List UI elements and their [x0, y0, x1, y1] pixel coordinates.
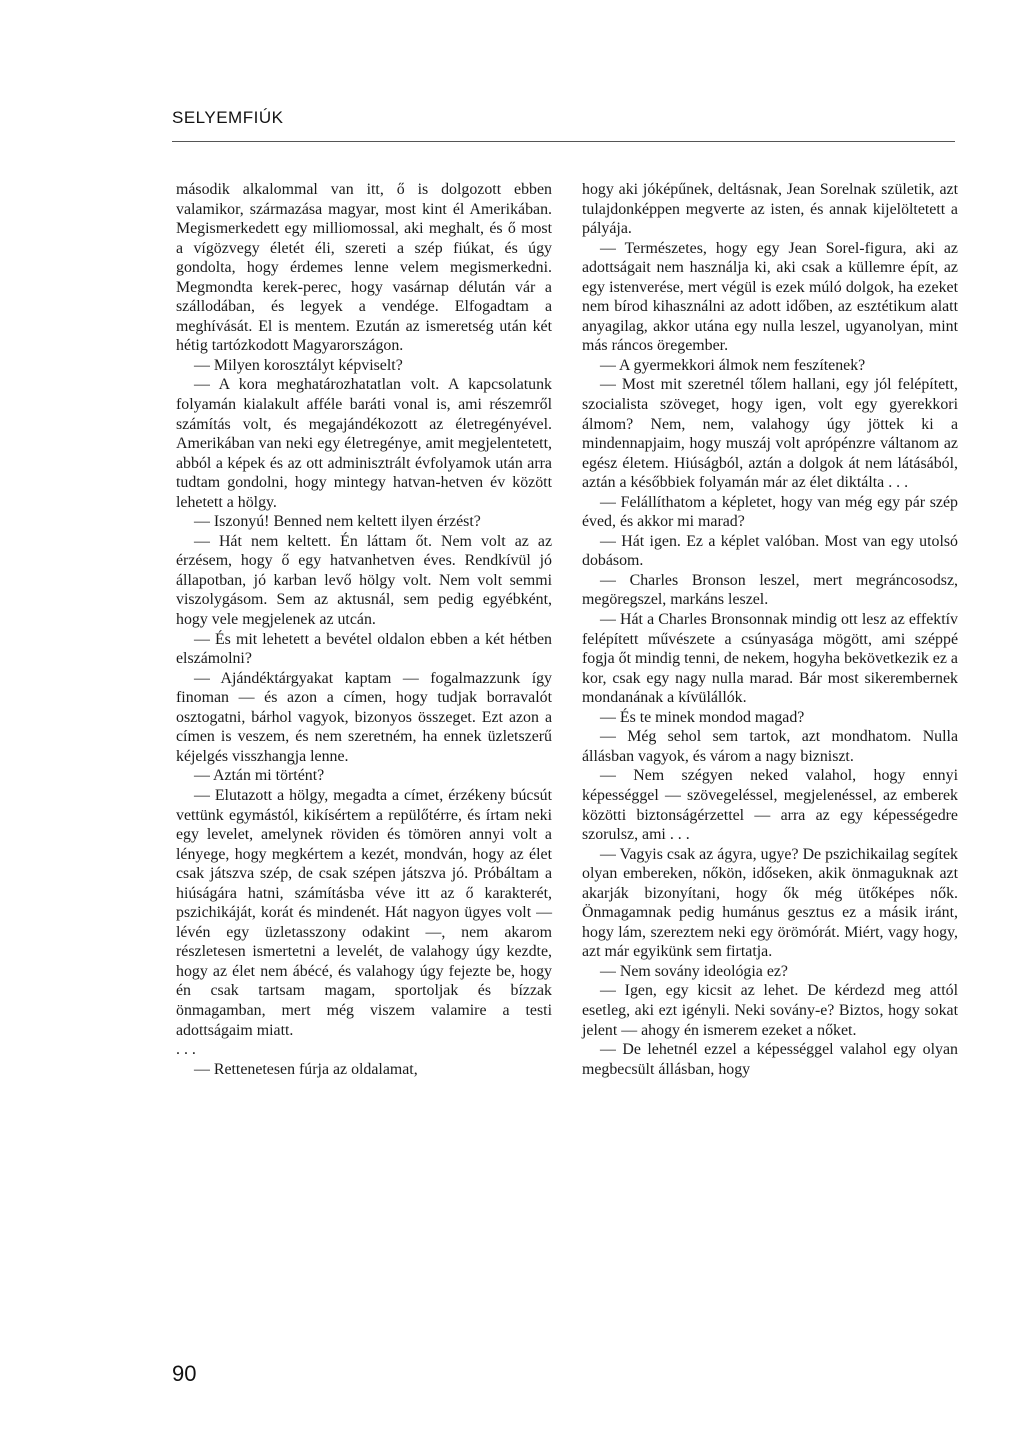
- paragraph: — Rettenetesen fúrja az oldalamat,: [194, 1060, 418, 1078]
- paragraph: — Nem szégyen neked valahol, hogy ennyi képességgel — szövegeléssel, megjelenéssel, az emberek közötti biztonságérzettel — arra az egy képességedre szorulsz, ami . . .: [582, 767, 958, 844]
- running-title: SELYEMFIÚK: [172, 108, 284, 127]
- paragraph: — Hát igen. Ez a képlet valóban. Most van egy utolsó dobásom.: [582, 532, 958, 570]
- header-rule: [172, 141, 955, 142]
- paragraph: — Igen, egy kicsit az lehet. De kérdezd meg attól esetleg, aki ezt igényli. Neki sovány-e? Biztos, hogy sokat jelent — ahogy én ismerem ezeket a nőket.: [582, 982, 958, 1039]
- paragraph: — Iszonyú! Benned nem keltett ilyen érzést?: [194, 513, 481, 531]
- paragraph: — De lehetnél ezzel a képességgel valahol egy olyan megbecsült állásban, hogy: [582, 1041, 958, 1078]
- paragraph: — Hát nem keltett. Én láttam őt. Nem volt az az érzésem, hogy ő egy hatvanhetven éves. Rendkívül jó állapotban, jó karban levő hölgy volt. Nem volt semmi viszolygásom. Sem az aktusnál, sem pedig egyébként, hogy vele megjelenek az utcán.: [176, 532, 552, 629]
- paragraph: — Nem sovány ideológia ez?: [600, 962, 788, 980]
- paragraph: — Elutazott a hölgy, megadta a címet, érzékeny búcsút vettünk egymástól, kikísértem a repülőtérre, és írtam neki egy levelet, amelynek röviden és tömören annyi volt a lényege, hogy megkértem a kezét, mondván, hogy az élet csak játszva szép, de csak szépen játszva jó. Próbáltam a hiúságára hatni, számításba véve itt az ő karakterét, pszichikáját, korát és mindenét. Hát nagyon ügyes volt — lévén egy üzletasszony odakint —, nem akarom részletesen ismertetni a levelét, de valahogy úgy kezdte, hogy az élet nem ábécé, és valahogy úgy fejezte be, hogy én csak tartsam magam, sportoljak és bízzak önmagamban, mert még viszem valamire a testi adottságaim miatt.: [176, 786, 552, 1039]
- paragraph: — Aztán mi történt?: [194, 767, 325, 785]
- paragraph: — A kora meghatározhatatlan volt. A kapcsolatunk folyamán kialakult afféle baráti vonal is, ami részemről számítás volt, és megajándékozott az életregényével. Amerikában van neki egy életregénye, amit megjelentetett, abból a képek és az ott adminisztrált évfolyamok után arra tudtam gondolni, hogy mintegy hatvan-hetven év között lehetett a hölgy.: [176, 376, 552, 511]
- paragraph: — És mit lehetett a bevétel oldalon ebben a két hétben elszámolni?: [176, 630, 552, 668]
- paragraph: — A gyermekkori álmok nem feszítenek?: [600, 356, 866, 374]
- paragraph: — Felállíthatom a képletet, hogy van még egy pár szép éved, és akkor mi marad?: [582, 493, 958, 531]
- paragraph: — Most mit szeretnél tőlem hallani, egy jól felépített, szocialista szöveget, hogy igen, volt egy gyerekkori álmom? Nem, nem, valahogy úgy jöttek ki a mindennapjaim, hogy muszáj volt aprópénzre váltanom az egész életem. Hiúságból, aztán a dolgok át nem látásából, aztán a későbbiek folyamán már az élet diktálta . . .: [582, 376, 958, 492]
- paragraph: — Természetes, hogy egy Jean Sorel-figura, aki az adottságait nem használja ki, aki csak a küllemre épít, az egy istenverése, mert végül is ezek múló dolgok, ha ezeket nem bírod kihasználni az adott időben, az esztétikum alatt anyagilag, akkor utána egy nulla leszel, ugyanolyan, mint más ráncos öregember.: [582, 239, 958, 355]
- right-text-column: [582, 180, 958, 1079]
- paragraph: — Hát a Charles Bronsonnak mindig ott lesz az effektív felépített művészete a csúnyasága mögött, ami széppé fogja őt mindig tenni, de nekem, hogyha bekövetkezik ez a kor, csak egy nagy nulla marad. Bár most sikerembernek mondanának a kívülállók.: [582, 611, 958, 707]
- section-break-dots: . . .: [176, 1041, 196, 1059]
- left-text-column: [176, 180, 552, 1079]
- paragraph: — Milyen korosztályt képviselt?: [194, 356, 403, 374]
- paragraph: — És te minek mondod magad?: [600, 708, 805, 726]
- paragraph: — Vagyis csak az ágyra, ugye? De pszichikailag segítek olyan embereken, nőkön, időseken, akik önmaguknak azt akarják bizonyítani, hogy ők még ütőképes nők. Önmagamnak pedig humánus gesztus ez a másik iránt, hogy lám, szereztem neki egy örömórát. Miért, vagy hogy, azt már egyikünk sem firtatja.: [582, 845, 958, 961]
- paragraph: hogy aki jóképűnek, deltásnak, Jean Sorelnak születik, azt tulajdonképpen megverte az isten, és annak kijelöltetett a pályája.: [582, 181, 958, 238]
- paragraph: — Még sehol sem tartok, azt mondhatom. Nulla állásban vagyok, és várom a nagy bizniszt.: [582, 728, 958, 765]
- paragraph: — Charles Bronson leszel, mert megráncosodsz, megöregszel, markáns leszel.: [582, 571, 958, 609]
- page-number: 90: [172, 1361, 197, 1386]
- paragraph: második alkalommal van itt, ő is dolgozott ebben valamikor, származása magyar, most kint él Amerikában. Megismerkedett egy milliomossal, aki meghalt, és ő most a vígözvegy életét éli, szereti a szép fiúkat, és úgy gondolta, hogy érdemes lenne velem megismerkedni. Megmondta kerek-perec, hogy vasárnap délután vár a szállodában, és legyek a vendége. Elfogadtam a meghívását. El is mentem. Ezután az ismeretség után két hétig tartózkodott Magyarországon.: [176, 181, 552, 355]
- paragraph: — Ajándéktárgyakat kaptam — fogalmazzunk így finoman — és azon a címen, hogy tudjak borravalót osztogatni, bárhol vagyok, bizonyos összeget. Ezt azon a címen is veszem, és nem szeretném, ha ennek üzletszerű kéjelgés visszhangja lenne.: [176, 669, 552, 765]
